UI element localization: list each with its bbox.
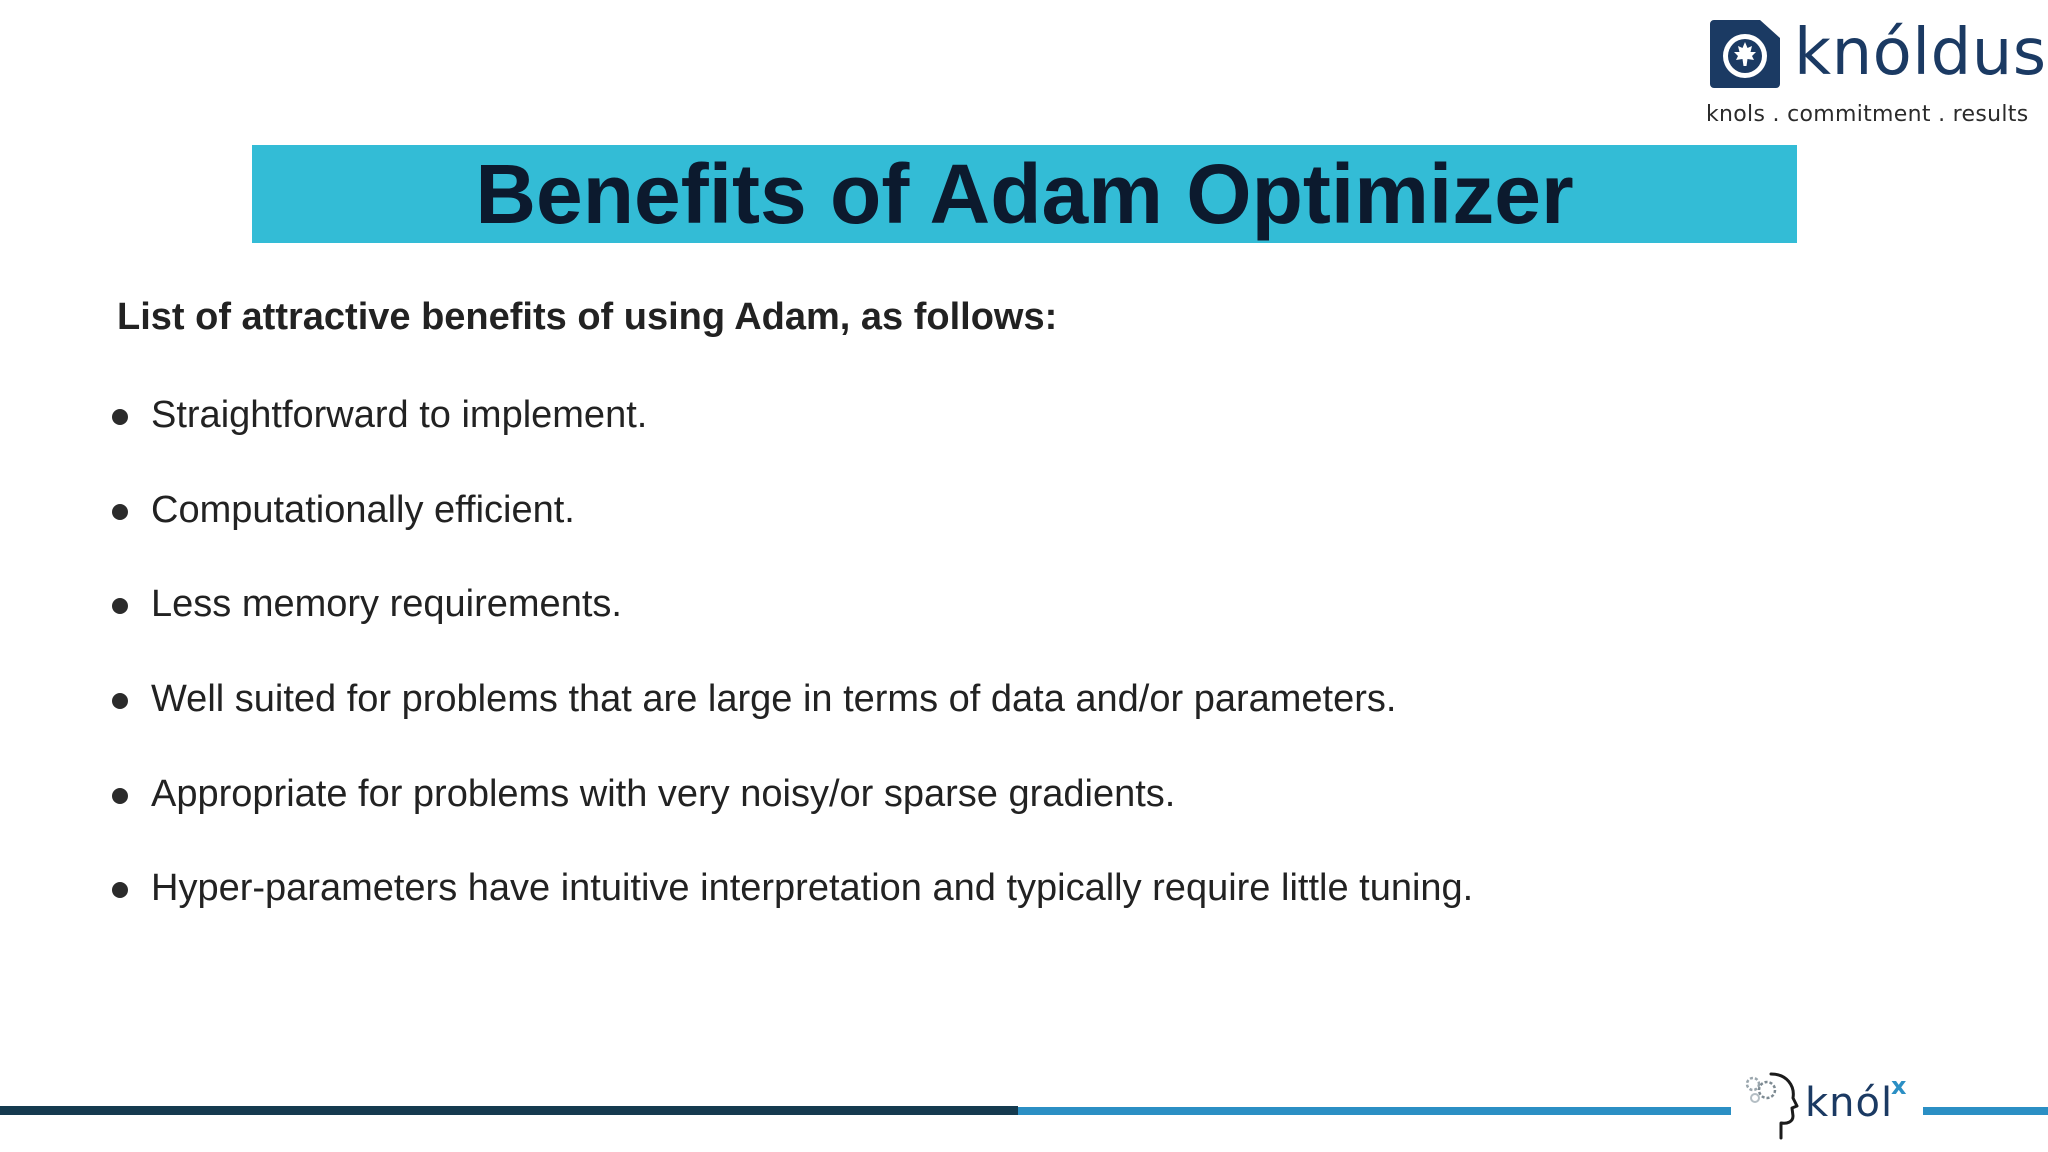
benefit-text: Computationally efficient.: [151, 488, 575, 531]
bullet-icon: [112, 409, 128, 425]
intro-text: List of attractive benefits of using Adam, as follows:: [117, 296, 1058, 338]
bullet-icon: [112, 504, 128, 520]
head-gears-icon: [1741, 1068, 1803, 1142]
list-item: [112, 669, 1396, 729]
knolx-logo: [1731, 1052, 1923, 1152]
benefit-text: Appropriate for problems with very noisy/or sparse gradients.: [151, 772, 1176, 815]
knolx-word: knól: [1805, 1080, 1894, 1126]
bullet-icon: [112, 693, 128, 709]
benefit-text: Less memory requirements.: [151, 582, 622, 625]
maple-leaf-camera-icon: [1708, 16, 1782, 90]
benefit-text: Straightforward to implement.: [151, 393, 648, 436]
brand-tagline: knols . commitment . results: [1706, 102, 2029, 127]
bullet-icon: [112, 598, 128, 614]
knoldus-logo: [1706, 16, 2047, 127]
list-item: [112, 574, 622, 634]
benefit-text: Hyper-parameters have intuitive interpretation and typically require little tuning.: [151, 866, 1474, 909]
brand-name: knóldus: [1794, 16, 2047, 90]
knolx-superscript: x: [1891, 1072, 1907, 1100]
list-item: [112, 764, 1175, 824]
slide-title: Benefits of Adam Optimizer: [475, 147, 1574, 241]
benefit-text: Well suited for problems that are large in terms of data and/or parameters.: [151, 677, 1397, 720]
bullet-icon: [112, 788, 128, 804]
list-item: [112, 385, 647, 445]
list-item: [112, 858, 1473, 918]
footer-divider-dark: [0, 1106, 1018, 1115]
list-item: [112, 480, 575, 540]
bullet-icon: [112, 882, 128, 898]
title-banner: [252, 145, 1797, 243]
